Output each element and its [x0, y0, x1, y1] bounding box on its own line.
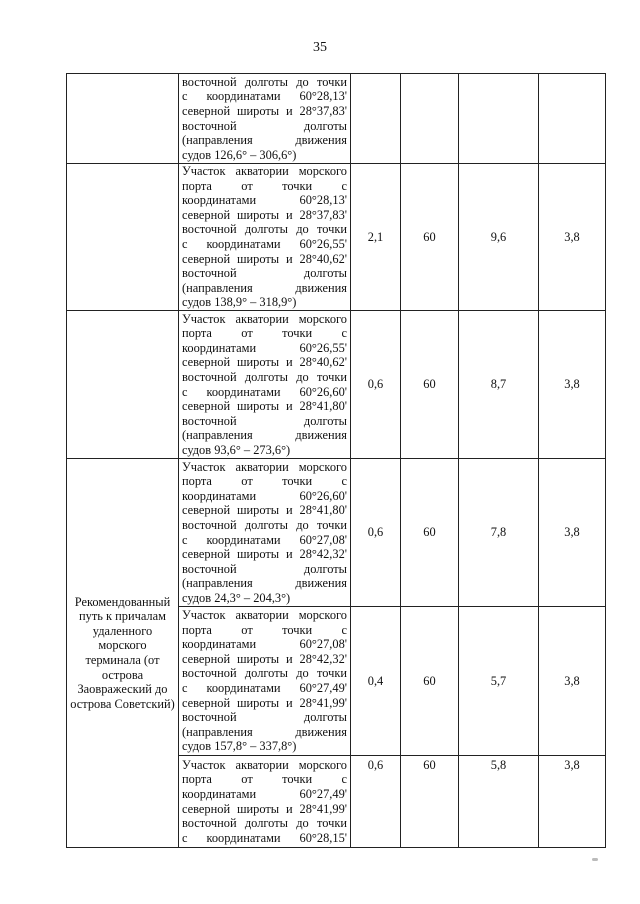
length-cell [351, 74, 401, 164]
depth-cell: 5,8 [459, 756, 539, 848]
route-cell-empty [67, 74, 179, 164]
width-cell: 60 [401, 607, 459, 756]
length-cell: 0,4 [351, 607, 401, 756]
width-cell: 60 [401, 756, 459, 848]
length-cell: 0,6 [351, 311, 401, 459]
width-cell: 60 [401, 459, 459, 607]
depth-cell: 7,8 [459, 459, 539, 607]
draft-cell: 3,8 [539, 607, 606, 756]
segment-description: Участок акватории морского порта от точки с координатами 60°26,60' северной широты и 28°41,80' восточной долготы до точки с координатами 60°27,08' северной широты и 28°42,32' восточной долготы (направления движения судов 24,3° – 204,3°) [179, 459, 351, 607]
table-row [67, 74, 606, 164]
route-cell-empty [67, 164, 179, 311]
segment-description: Участок акватории морского порта от точки с координатами 60°27,08' северной широты и 28°42,32' восточной долготы до точки с координатами 60°27,49' северной широты и 28°41,99' восточной долготы (направления движения судов 157,8° – 337,8°) [179, 607, 351, 756]
table-row [67, 164, 606, 311]
table-row [67, 459, 606, 607]
length-cell: 0,6 [351, 459, 401, 607]
length-cell: 2,1 [351, 164, 401, 311]
route-cell-empty [67, 311, 179, 459]
depth-cell: 5,7 [459, 607, 539, 756]
segment-description: Участок акватории морского порта от точки с координатами 60°28,13' северной широты и 28°37,83' восточной долготы до точки с координатами 60°26,55' северной широты и 28°40,62' восточной долготы (направления движения судов 138,9° – 318,9°) [179, 164, 351, 311]
depth-cell [459, 74, 539, 164]
segment-description: восточной долготы до точки с координатами 60°28,13' северной широты и 28°37,83' восточной долготы (направления движения судов 126,6° – 306,6°) [179, 74, 351, 164]
depth-cell: 9,6 [459, 164, 539, 311]
draft-cell: 3,8 [539, 756, 606, 848]
width-cell [401, 74, 459, 164]
draft-cell: 3,8 [539, 164, 606, 311]
route-name: Рекомендованный путь к причалам удаленного морского терминала (от острова Заовражеский до острова Советский) [67, 459, 179, 848]
depth-cell: 8,7 [459, 311, 539, 459]
table-row [67, 311, 606, 459]
page-number: 35 [313, 40, 327, 55]
draft-cell: 3,8 [539, 311, 606, 459]
scan-artifact [592, 858, 598, 861]
draft-cell [539, 74, 606, 164]
width-cell: 60 [401, 311, 459, 459]
segment-description: Участок акватории морского порта от точки с координатами 60°27,49' северной широты и 28°41,99' восточной долготы до точки с координатами 60°28,15' [179, 756, 351, 848]
length-cell: 0,6 [351, 756, 401, 848]
route-table [66, 73, 606, 848]
segment-description: Участок акватории морского порта от точки с координатами 60°26,55' северной широты и 28°40,62' восточной долготы до точки с координатами 60°26,60' северной широты и 28°41,80' восточной долготы (направления движения судов 93,6° – 273,6°) [179, 311, 351, 459]
width-cell: 60 [401, 164, 459, 311]
draft-cell: 3,8 [539, 459, 606, 607]
